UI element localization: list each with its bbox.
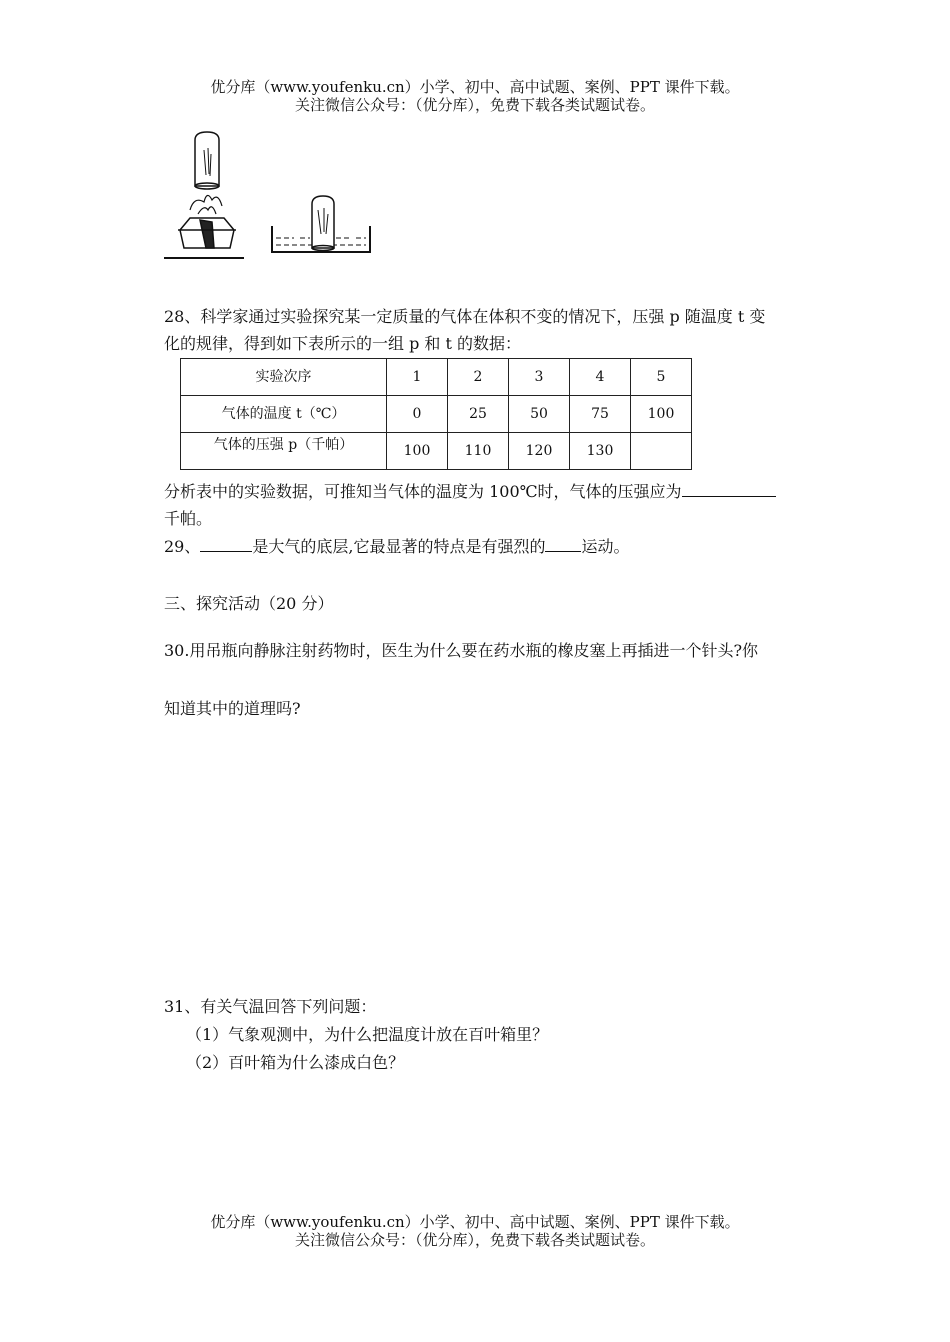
q28-answer-blank[interactable] <box>682 482 776 497</box>
q28-analysis-text: 分析表中的实验数据，可推知当气体的温度为 100℃时，气体的压强应为 <box>164 482 682 501</box>
trial-4: 4 <box>570 359 631 396</box>
temperature-2: 25 <box>448 396 509 433</box>
table-row-temperature <box>181 396 692 433</box>
q28-line-1: 28、科学家通过实验探究某一定质量的气体在体积不变的情况下，压强 p 随温度 t 变 <box>164 307 766 326</box>
pressure-1: 100 <box>387 433 448 470</box>
footer-line-1: 优分库（www.youfenku.cn）小学、初中、高中试题、案例、PPT 课件下载。 <box>210 1213 740 1231</box>
row-label-trial: 实验次序 <box>181 359 387 396</box>
pressure-4: 130 <box>570 433 631 470</box>
q29-mid: 是大气的底层,它最显著的特点是有强烈的 <box>252 537 546 556</box>
burner-icon <box>178 218 236 248</box>
q29 <box>164 534 629 560</box>
q31-sub-1: （1）气象观测中，为什么把温度计放在百叶箱里？ <box>186 1025 549 1044</box>
header-line-2: 关注微信公众号：（优分库），免费下载各类试题试卷。 <box>294 96 655 114</box>
row-label-pressure: 气体的压强 p（千帕） <box>181 433 387 470</box>
inverted-jar-upper <box>195 132 219 189</box>
q29-prefix: 29、 <box>164 537 201 556</box>
q30-line-2: 知道其中的道理吗? <box>164 699 301 718</box>
q31-sub-2: （2）百叶箱为什么漆成白色？ <box>186 1053 405 1072</box>
inverted-jar-lower <box>312 196 334 251</box>
q31-title: 31、有关气温回答下列问题： <box>164 997 377 1016</box>
q30-line-1: 30.用吊瓶向静脉注射药物时，医生为什么要在药水瓶的橡皮塞上再插进一个针头?你 <box>164 641 759 660</box>
temperature-5: 100 <box>631 396 692 433</box>
page-footer <box>0 1213 950 1249</box>
table-row-pressure <box>181 433 692 470</box>
header-line-1: 优分库（www.youfenku.cn）小学、初中、高中试题、案例、PPT 课件下载。 <box>210 78 740 96</box>
temperature-3: 50 <box>509 396 570 433</box>
row-label-temperature: 气体的温度 t（℃） <box>181 396 387 433</box>
q29-blank-2[interactable] <box>545 537 581 552</box>
experiment-illustration <box>160 130 390 265</box>
trial-5: 5 <box>631 359 692 396</box>
pressure-2: 110 <box>448 433 509 470</box>
temperature-1: 0 <box>387 396 448 433</box>
q29-blank-1[interactable] <box>200 537 252 552</box>
section-3-heading: 三、探究活动（20 分） <box>164 594 334 613</box>
pressure-5 <box>631 433 692 470</box>
q29-suffix: 运动。 <box>581 537 630 556</box>
page-header <box>0 78 950 114</box>
trial-3: 3 <box>509 359 570 396</box>
table-row-trial <box>181 359 692 396</box>
trial-2: 2 <box>448 359 509 396</box>
pressure-3: 120 <box>509 433 570 470</box>
footer-line-2: 关注微信公众号：（优分库），免费下载各类试题试卷。 <box>294 1231 655 1249</box>
data-table <box>180 358 692 470</box>
temperature-4: 75 <box>570 396 631 433</box>
flame-icon <box>190 195 222 214</box>
q28-unit: 千帕。 <box>164 509 213 528</box>
trial-1: 1 <box>387 359 448 396</box>
q28-analysis <box>164 479 776 505</box>
q28-line-2: 化的规律，得到如下表所示的一组 p 和 t 的数据： <box>164 334 522 353</box>
